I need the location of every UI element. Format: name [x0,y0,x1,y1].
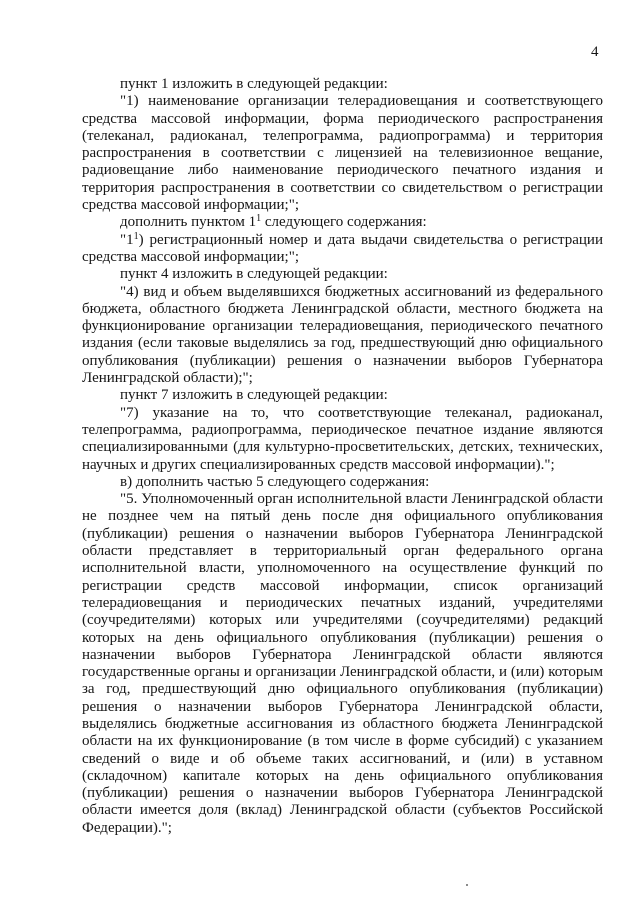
scan-speck [466,884,468,886]
paragraph-10: "5. Уполномоченный орган исполнительной власти Ленинградской области не позднее чем на пятый день после дня официального опубликования (публикации) решения о назначении выборов Губернатора Ленинградской области представляет в территориальный орган федерального органа исполнительной власти, уполномоченного на осуществление функций по регистрации средств массовой информации, список организаций телерадиовещания и периодических печатных изданий, учредителями (соучредителями) которых или учредителями (соучредителями) редакций которых на день официального опубликования (публикации) решения о назначении выборов Губернатора Ленинградской области являются государственные органы и организации Ленинградской области, и (или) которым за год, предшествующий дню официального опубликования (публикации) решения о назначении выборов Губернатора Ленинградской области, выделялись бюджетные ассигнования из областного бюджета Ленинградской области на их функционирование (в том числе в форме субсидий) с указанием сведений о виде и об объеме таких ассигнований, и (или) в уставном (складочном) капитале которых на день официального опубликования (публикации) решения о назначении выборов Губернатора Ленинградской области имеется доля (вклад) Ленинградской области (субъектов Российской Федерации)."; [82,491,603,836]
paragraph-8: "7) указание на то, что соответствующие телеканал, радиоканал, телепрограмма, радиопрограмма, периодическое печатное издание являются специализированными (для культурно-просветительских, детских, технических, научных и других специализированных средств массовой информации)."; [82,404,603,473]
paragraph-3 [82,214,603,231]
paragraph-4 [82,232,603,267]
paragraph-4-text-tail: ) регистрационный номер и дата выдачи свидетельства о регистрации средства массовой информации;"; [82,231,603,265]
paragraph-3-text: дополнить пунктом 1 [120,214,257,231]
paragraph-5: пункт 4 изложить в следующей редакции: [120,266,388,283]
superscript-marker: 1 [133,230,139,242]
page-number: 4 [591,44,599,60]
body-text [82,76,603,837]
superscript-marker: 1 [256,213,262,225]
paragraph-7: пункт 7 изложить в следующей редакции: [120,387,388,404]
paragraph-4-text: "1 [120,231,134,248]
paragraph-3-text-tail: следующего содержания: [261,214,427,231]
paragraph-1: пункт 1 изложить в следующей редакции: [120,76,388,92]
paragraph-9: в) дополнить частью 5 следующего содержания: [120,473,430,490]
paragraph-6: "4) вид и объем выделявшихся бюджетных ассигнований из федерального бюджета, областного бюджета Ленинградской области, местного бюджета на функционирование организации телерадиовещания, периодического печатного издания (если таковые выделялись за год, предшествующий дню официального опубликования (публикации) решения о назначении выборов Губернатора Ленинградской области);"; [82,283,603,387]
paragraph-2: "1) наименование организации телерадиовещания и соответствующего средства массовой информации, форма периодического распространения (телеканал, радиоканал, телепрограмма, радиопрограмма) и территория распространения в соответствии с лицензией на телевизионное вещание, радиовещание либо наименование периодического печатного издания и территория распространения в соответствии со свидетельством о регистрации средства массовой информации;"; [82,93,603,214]
